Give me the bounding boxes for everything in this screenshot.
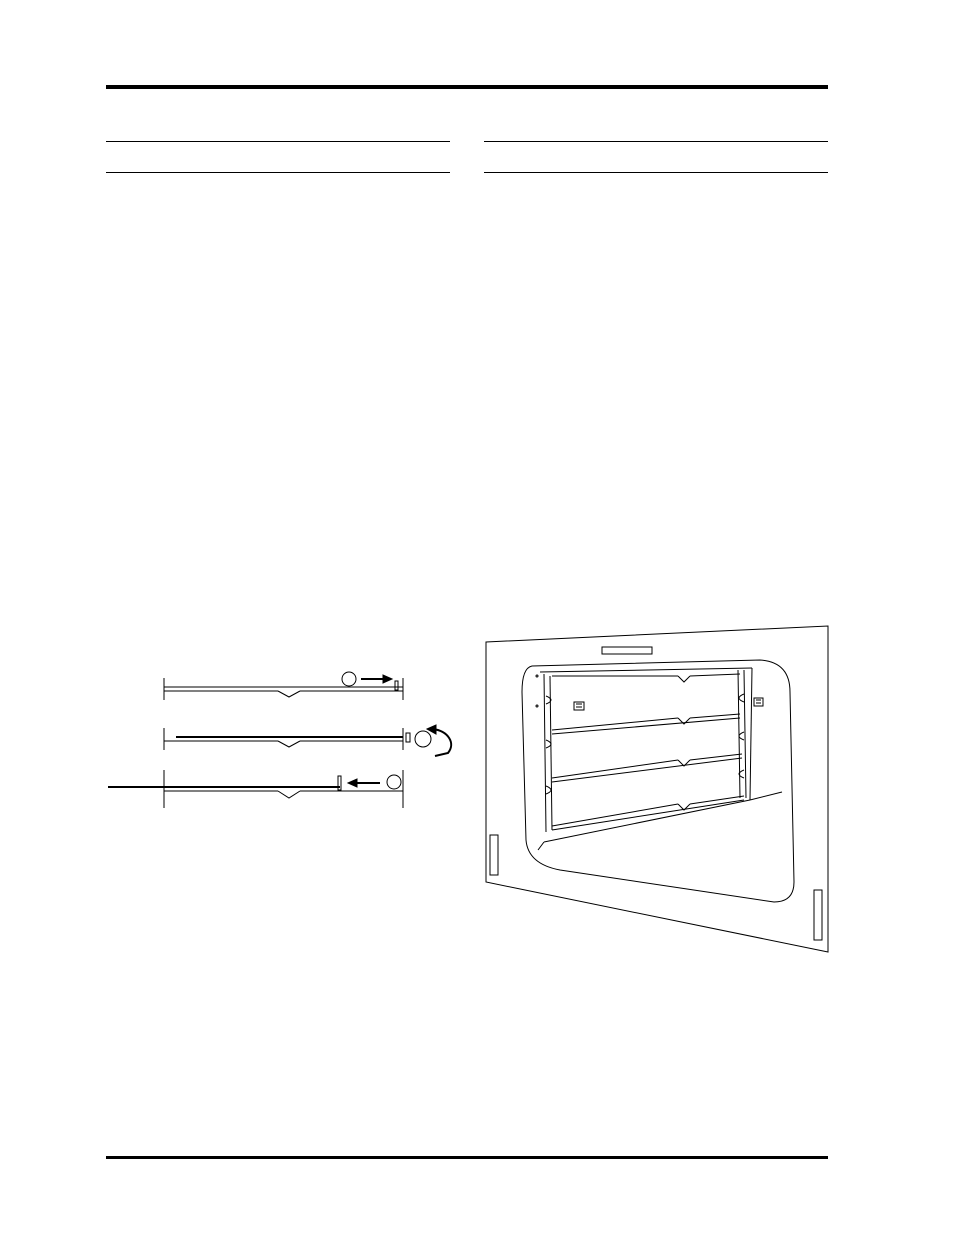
left-column-heading-rule-bottom bbox=[106, 172, 450, 173]
right-column-heading bbox=[484, 146, 828, 168]
rack-step-1 bbox=[164, 672, 403, 700]
rack-step-3 bbox=[108, 770, 403, 808]
right-column-heading-rule-bottom bbox=[484, 172, 828, 173]
left-rack-support bbox=[536, 674, 552, 832]
rack-guide-3 bbox=[552, 754, 742, 782]
screw-right bbox=[754, 698, 763, 706]
screw-left bbox=[574, 702, 584, 710]
rack-guide-1 bbox=[552, 674, 740, 682]
left-column-heading bbox=[106, 146, 450, 168]
left-column-heading-rule-top bbox=[106, 141, 450, 142]
right-column-heading-rule-top bbox=[484, 141, 828, 142]
rack-removal-steps-illustration bbox=[100, 650, 470, 825]
rack-guide-4 bbox=[552, 796, 744, 830]
rack-step-2 bbox=[164, 725, 451, 756]
footer-rule bbox=[106, 1156, 828, 1159]
right-rack-support bbox=[738, 670, 746, 798]
header-rule bbox=[106, 85, 828, 89]
rack-guide-2 bbox=[552, 714, 740, 734]
oven-cavity-rack-supports-illustration bbox=[482, 620, 834, 960]
